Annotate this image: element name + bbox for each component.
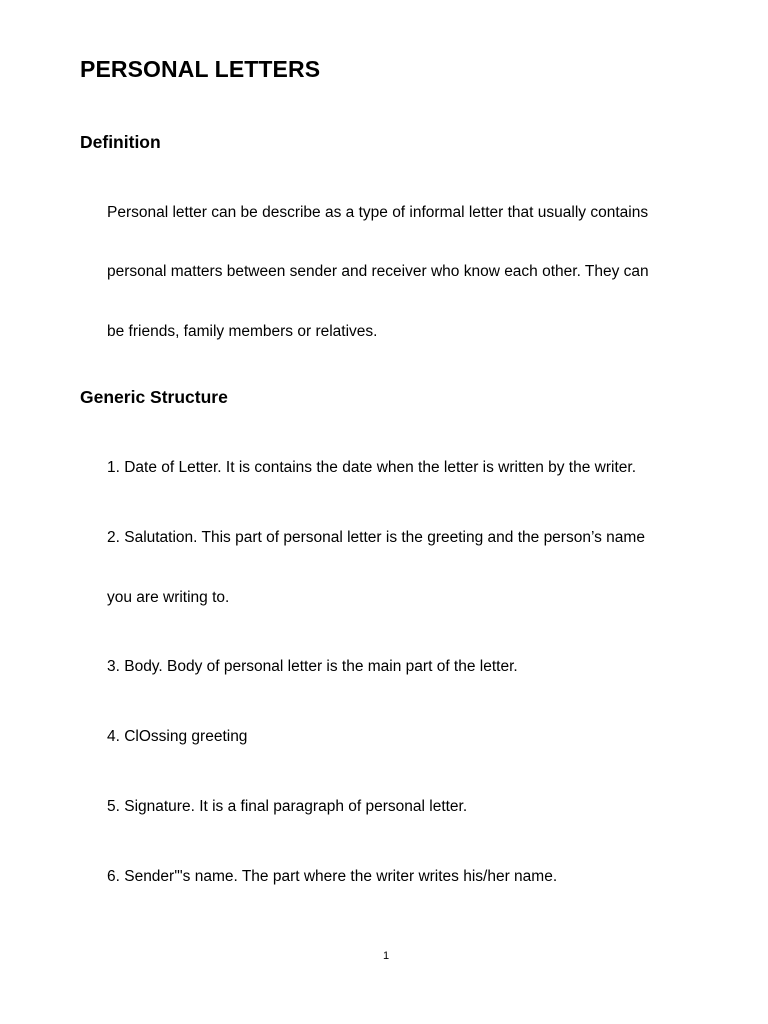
- structure-item-closing: 4. ClOssing greeting: [107, 728, 248, 745]
- page-number: 1: [382, 950, 390, 962]
- structure-item-salutation: 2. Salutation. This part of personal letter is the greeting and the person’s name: [107, 529, 645, 546]
- definition-heading: Definition: [80, 132, 161, 152]
- generic-structure-heading: Generic Structure: [80, 387, 228, 407]
- definition-line-3: be friends, family members or relatives.: [107, 323, 378, 340]
- definition-line-1: Personal letter can be describe as a type of informal letter that usually contains: [107, 204, 649, 221]
- structure-item-salutation-continued: you are writing to.: [107, 589, 230, 606]
- structure-item-sender-name: 6. Sender'"s name. The part where the writer writes his/her name.: [107, 868, 558, 885]
- page-title: PERSONAL LETTERS: [80, 56, 321, 82]
- structure-item-date: 1. Date of Letter. It is contains the date when the letter is written by the writer.: [107, 459, 636, 476]
- definition-line-2: personal matters between sender and receiver who know each other. They can: [107, 263, 649, 280]
- structure-item-body: 3. Body. Body of personal letter is the main part of the letter.: [107, 658, 518, 675]
- structure-item-signature: 5. Signature. It is a final paragraph of personal letter.: [107, 798, 468, 815]
